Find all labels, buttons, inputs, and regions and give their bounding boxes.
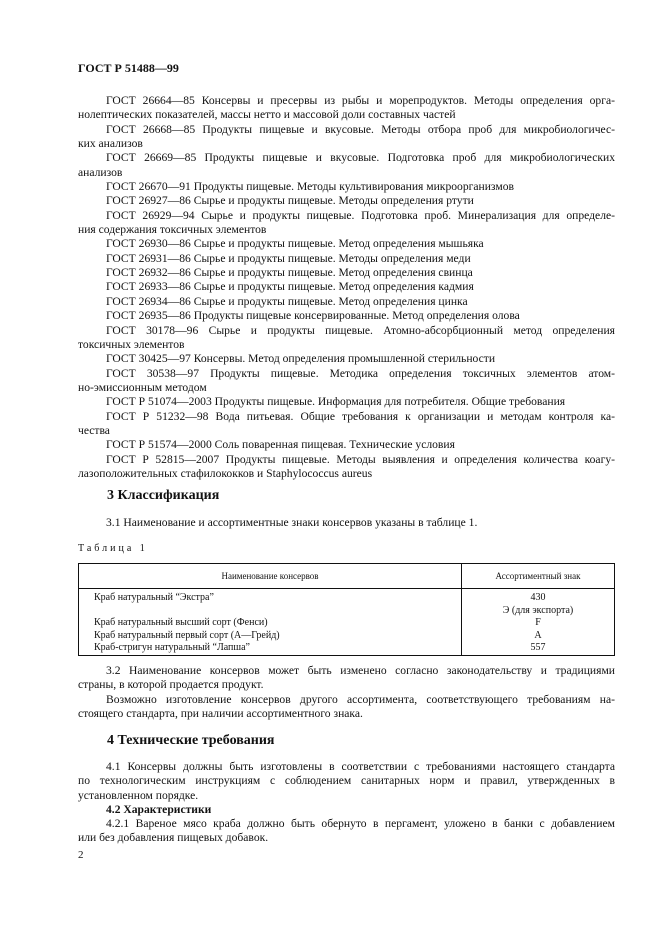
text-line: лазоположительных стафилококков и Staphylococcus aureus <box>78 466 373 480</box>
text-line: ГОСТ 30538—97 Продукты пищевые. Методика определения токсичных элементов атом- <box>106 366 615 380</box>
text-line: ГОСТ 30178—96 Сырье и продукты пищевые. Атомно-абсорбционный метод определения <box>106 323 615 337</box>
reference-item <box>78 410 615 439</box>
text-line: ГОСТ 26670—91 Продукты пищевые. Методы культивирования микроорганизмов <box>106 180 514 194</box>
reference-item <box>78 352 615 366</box>
reference-item <box>78 180 615 194</box>
text-line: 4.2.1 Вареное мясо краба должно быть обернуто в пергамент, уложено в банки с добавлением <box>106 817 615 830</box>
text-line: ГОСТ 26931—86 Сырье и продукты пищевые. Методы определения меди <box>106 251 471 265</box>
section-3-heading: 3 Классификация <box>107 488 220 503</box>
text-line: ГОСТ 26668—85 Продукты пищевые и вкусовые. Методы отбора проб для микробиологичес- <box>106 122 615 136</box>
text-line: ГОСТ 26927—86 Сырье и продукты пищевые. Методы определения ртути <box>106 194 474 208</box>
text-line: ГОСТ 30425—97 Консервы. Метод определения промышленной стерильности <box>106 352 496 366</box>
product-name-cell: Краб-стригун натуральный “Лапша” <box>79 642 462 655</box>
reference-item <box>78 453 615 482</box>
text-line: 3.1 Наименование и ассортиментные знаки консервов указаны в таблице 1. <box>106 516 478 529</box>
assortment-mark-cell: 557 <box>462 642 615 655</box>
reference-item <box>78 395 615 409</box>
section-4-heading: 4 Технические требования <box>107 733 275 748</box>
text-line: токсичных элементов <box>78 337 185 351</box>
text-line: или без добавления пищевых добавок. <box>78 831 269 845</box>
text-line: ГОСТ 26932—86 Сырье и продукты пищевые. Метод определения свинца <box>106 266 473 280</box>
text-line: ния содержания токсичных элементов <box>78 223 267 237</box>
text-line: ГОСТ Р 52815—2007 Продукты пищевые. Методы выявления и определения количества коагу- <box>106 452 615 466</box>
reference-item <box>78 367 615 396</box>
text-line: анализов <box>78 165 123 179</box>
reference-item <box>78 280 615 294</box>
paragraph-4-2-1 <box>78 817 615 846</box>
reference-item <box>78 94 615 123</box>
table-row <box>79 630 615 643</box>
product-name-cell: Краб натуральный “Экстра” <box>79 589 462 605</box>
assortment-mark-cell: F <box>462 617 615 630</box>
reference-item <box>78 237 615 251</box>
assortment-mark-cell: Э (для экспорта) <box>462 605 615 618</box>
assortment-table <box>78 563 615 656</box>
text-line: ких анализов <box>78 137 143 151</box>
reference-item <box>78 194 615 208</box>
product-name-cell: Краб натуральный высший сорт (Фенси) <box>79 617 462 630</box>
text-line: ГОСТ 26664—85 Консервы и пресервы из рыбы и морепродуктов. Методы определения орга- <box>106 94 615 107</box>
text-line: ГОСТ Р 51574—2000 Соль поваренная пищевая. Технические условия <box>106 438 455 452</box>
assortment-mark-cell: 430 <box>462 589 615 605</box>
table-row <box>79 605 615 618</box>
reference-item <box>78 151 615 180</box>
table-row <box>79 589 615 605</box>
reference-item <box>78 309 615 323</box>
text-line: ГОСТ Р 51074—2003 Продукты пищевые. Информация для потребителя. Общие требования <box>106 395 566 409</box>
text-line: ГОСТ Р 51232—98 Вода питьевая. Общие требования к организации и методам контроля ка- <box>106 409 615 423</box>
text-line: нолептических показателей, массы нетто и массовой доли составных частей <box>78 108 456 122</box>
text-line: страны, в которой продается продукт. <box>78 678 264 692</box>
text-line: по технологическим инструкциям с соблюдением санитарных норм и правил, утвержденных в <box>78 774 615 788</box>
table-row <box>79 617 615 630</box>
text-line: стоящего стандарта, при наличии ассортиментного знака. <box>78 707 363 721</box>
table-caption: Таблица 1 <box>78 543 148 554</box>
text-line: ГОСТ 26933—86 Сырье и продукты пищевые. Метод определения кадмия <box>106 280 474 294</box>
subsection-4-2-heading: 4.2 Характеристики <box>106 803 212 816</box>
paragraph-4-1 <box>78 760 615 803</box>
text-line: установленном порядке. <box>78 788 199 802</box>
reference-item <box>78 438 615 452</box>
assortment-mark-cell: А <box>462 630 615 643</box>
document-id: ГОСТ Р 51488—99 <box>78 61 179 75</box>
text-line: ГОСТ 26929—94 Сырье и продукты пищевые. Подготовка проб. Минерализация для определе- <box>106 208 615 222</box>
product-name-cell: Краб натуральный первый сорт (А—Грейд) <box>79 630 462 643</box>
page-number: 2 <box>78 849 84 861</box>
text-line: чества <box>78 423 110 437</box>
text-line: 3.2 Наименование консервов может быть изменено согласно законодательству и традициями <box>106 664 615 677</box>
text-line: ГОСТ 26669—85 Продукты пищевые и вкусовые. Подготовка проб для микробиологических <box>106 151 615 165</box>
paragraph-3-2 <box>78 664 615 693</box>
text-line: ГОСТ 26930—86 Сырье и продукты пищевые. Метод определения мышьяка <box>106 237 484 251</box>
table-header-name: Наименование консервов <box>79 564 462 589</box>
text-line: ГОСТ 26934—86 Сырье и продукты пищевые. Метод определения цинка <box>106 294 468 308</box>
reference-item <box>78 123 615 152</box>
reference-item <box>78 295 615 309</box>
product-name-cell <box>79 605 462 618</box>
text-line: 4.1 Консервы должны быть изготовлены в соответствии с требованиями настоящего стандарта <box>106 760 615 773</box>
reference-item <box>78 252 615 266</box>
text-line: Возможно изготовление консервов другого ассортимента, соответствующего требованиям на- <box>106 693 615 706</box>
table-header-mark: Ассортиментный знак <box>462 564 615 589</box>
paragraph-3-1 <box>78 516 615 530</box>
reference-item <box>78 266 615 280</box>
paragraph-3-2-alt <box>78 693 615 722</box>
table-row <box>79 642 615 655</box>
reference-item <box>78 324 615 353</box>
text-line: ГОСТ 26935—86 Продукты пищевые консервированные. Метод определения олова <box>106 309 520 323</box>
text-line: но-эмиссионным методом <box>78 380 207 394</box>
normative-references-list <box>78 94 615 481</box>
reference-item <box>78 209 615 238</box>
